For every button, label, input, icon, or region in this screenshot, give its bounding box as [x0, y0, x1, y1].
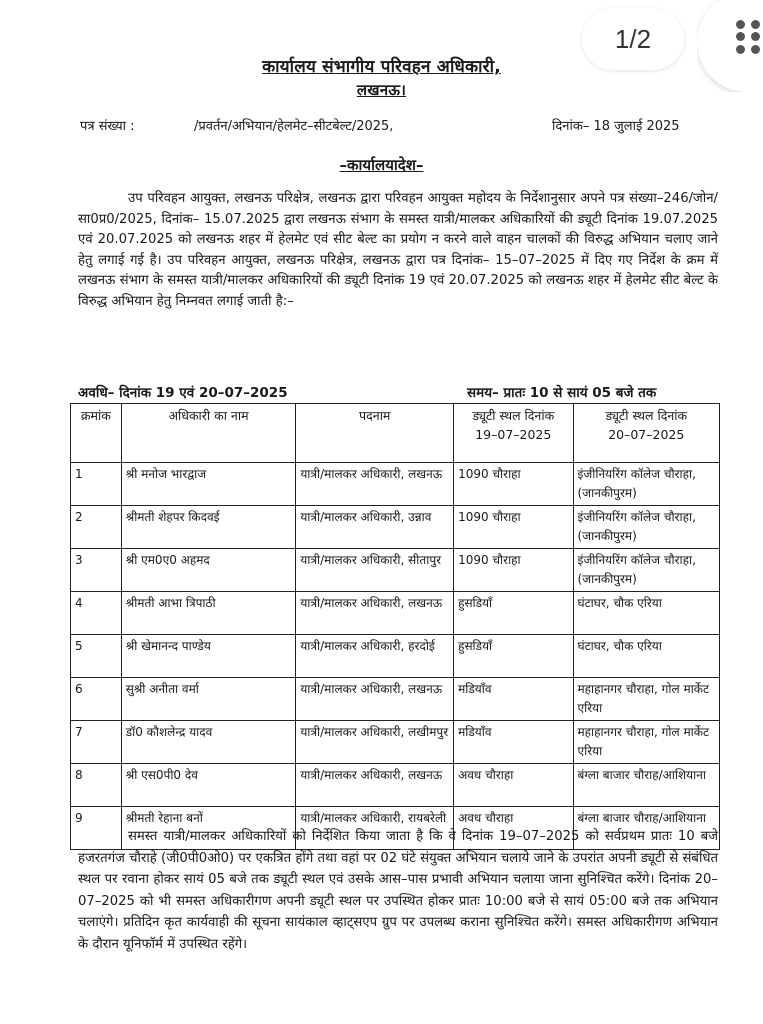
dot — [736, 45, 745, 54]
cell-serial: 7 — [71, 721, 122, 764]
header-duty-day2-date: 20–07–2025 — [608, 427, 685, 442]
grid-dots-icon[interactable] — [736, 20, 762, 54]
dot — [736, 32, 745, 41]
cell-serial: 1 — [71, 463, 122, 506]
cell-officer-name: श्रीमती आभा त्रिपाठी — [121, 592, 296, 635]
duty-period: अवधि– दिनांक 19 एवं 20–07–2025 — [78, 385, 288, 401]
table-row — [71, 463, 720, 506]
cell-serial: 2 — [71, 506, 122, 549]
cell-serial: 3 — [71, 549, 122, 592]
closing-text: समस्त यात्री/मालकर अधिकारियों को निर्देशित किया जाता है कि वे दिनांक 19–07–2025 को सर्वप्रथम प्रातः 10 बजे हजरतगंज चौराहे (जी0पी0ओ0) पर एकत्रित होंगे तथा वहां पर 02 घंटे संयुक्त अभियान चलाये जाने के उपरांत अपनी ड्यूटी से संबंधित स्थल पर रवाना होकर सायं 05 बजे तक ड्यूटी स्थल एवं उसके आस–पास प्रभावी अभियान चलाया जाना सुनिश्चित करेंगे। दिनांक 20–07–2025 को भी समस्त अधिकारीगण अपनी ड्यूटी स्थल पर उपस्थित होकर प्रातः 10:00 बजे से सायं 05:00 बजे तक अभियान चलाएंगे। प्रतिदिन कृत कार्यवाही की सूचना सायंकाल व्हाट्सएप ग्रुप पर उपलब्ध कराना सुनिश्चित करेंगे। समस्त अधिकारीगण अभियान के दौरान यूनिफॉर्म में उपस्थित रहेंगे। — [78, 829, 718, 952]
reference-date: दिनांक– 18 जुलाई 2025 — [552, 119, 680, 134]
intro-paragraph — [78, 189, 718, 312]
dot — [751, 32, 760, 41]
table-row — [71, 678, 720, 721]
cell-duty-day2: बंग्ला बाजार चौराह/आशियाना — [573, 764, 720, 807]
table-row — [71, 592, 720, 635]
cell-duty-day1: अवध चौराहा — [454, 807, 573, 850]
cell-designation: यात्री/मालकर अधिकारी, लखीमपुर — [296, 721, 454, 764]
cell-duty-day1: हुसडियाँ — [454, 635, 573, 678]
table-row — [71, 635, 720, 678]
cell-designation: यात्री/मालकर अधिकारी, लखनऊ — [296, 764, 454, 807]
cell-officer-name: डॉ0 कौशलेन्द्र यादव — [121, 721, 296, 764]
office-title: कार्यालय संभागीय परिवहन अधिकारी, — [262, 57, 501, 77]
reference-number: /प्रवर्तन/अभियान/हेलमेट–सीटबेल्ट/2025, — [194, 119, 394, 134]
cell-designation: यात्री/मालकर अधिकारी, सीतापुर — [296, 549, 454, 592]
cell-designation: यात्री/मालकर अधिकारी, हरदोई — [296, 635, 454, 678]
cell-serial: 4 — [71, 592, 122, 635]
header-duty-day2-label: ड्यूटी स्थल दिनांक — [605, 408, 688, 423]
cell-serial: 8 — [71, 764, 122, 807]
office-city: लखनऊ। — [356, 81, 407, 99]
cell-duty-day2: घंटाघर, चौक एरिया — [573, 635, 720, 678]
table-row — [71, 764, 720, 807]
header-duty-day2 — [573, 404, 720, 463]
cell-duty-day2: महाहानगर चौराहा, गोल मार्केट एरिया — [573, 721, 720, 764]
header-duty-day1 — [454, 404, 573, 463]
cell-designation: यात्री/मालकर अधिकारी, उन्नाव — [296, 506, 454, 549]
reference-label: पत्र संख्या : — [80, 119, 135, 134]
header-duty-day1-label: ड्यूटी स्थल दिनांक — [472, 408, 555, 423]
header-officer-name: अधिकारी का नाम — [121, 404, 296, 463]
header-duty-day1-date: 19–07–2025 — [475, 427, 552, 442]
cell-duty-day2: बंग्ला बाजार चौराह/आशियाना — [573, 807, 720, 850]
cell-officer-name: श्रीमती शेहपर किदवई — [121, 506, 296, 549]
header-serial: क्रमांक — [71, 404, 122, 463]
cell-designation: यात्री/मालकर अधिकारी, लखनऊ — [296, 463, 454, 506]
cell-duty-day1: मडियाँव — [454, 678, 573, 721]
dot — [751, 45, 760, 54]
table-header-row — [71, 404, 720, 463]
cell-officer-name: श्री एम0ए0 अहमद — [121, 549, 296, 592]
cell-duty-day2: इंजीनियरिंग कॉलेज चौराहा,(जानकीपुरम) — [573, 549, 720, 592]
cell-duty-day1: 1090 चौराहा — [454, 506, 573, 549]
cell-duty-day1: मडियाँव — [454, 721, 573, 764]
cell-designation: यात्री/मालकर अधिकारी, लखनऊ — [296, 678, 454, 721]
cell-duty-day2: घंटाघर, चौक एरिया — [573, 592, 720, 635]
cell-duty-day2: इंजीनियरिंग कॉलेज चौराहा,(जानकीपुरम) — [573, 506, 720, 549]
duty-table — [70, 403, 720, 850]
order-heading: –कार्यालयादेश– — [339, 156, 424, 174]
header-designation: पदनाम — [296, 404, 454, 463]
cell-officer-name: श्री खेमानन्द पाण्डेय — [121, 635, 296, 678]
table-row — [71, 549, 720, 592]
cell-serial: 9 — [71, 807, 122, 850]
dot — [751, 20, 760, 29]
page-indicator[interactable]: 1/2 — [582, 8, 684, 70]
table-row — [71, 506, 720, 549]
cell-duty-day1: अवध चौराहा — [454, 764, 573, 807]
cell-officer-name: श्रीमती रेहाना बनों — [121, 807, 296, 850]
cell-officer-name: श्री एस0पी0 देव — [121, 764, 296, 807]
cell-designation: यात्री/मालकर अधिकारी, रायबरेली — [296, 807, 454, 850]
cell-duty-day1: हुसडियाँ — [454, 592, 573, 635]
cell-serial: 5 — [71, 635, 122, 678]
dot — [736, 20, 745, 29]
intro-text: उप परिवहन आयुक्त, लखनऊ परिक्षेत्र, लखनऊ द्वारा परिवहन आयुक्त महोदय के निर्देशानुसार अपने पत्र संख्या–246/जोन/सा0प्र0/2025, दिनांक– 15.07.2025 द्वारा लखनऊ संभाग के समस्त यात्री/मालकर अधिकारियों की ड्यूटी दिनांक 19.07.2025 एवं 20.07.2025 को लखनऊ शहर में हेलमेट एवं सीट बेल्ट का प्रयोग न करने वाले वाहन चालकों की विरुद्ध अभियान चलाए जाने हेतु लगाई गई है। उप परिवहन आयुक्त, लखनऊ परिक्षेत्र, लखनऊ द्वारा पत्र दिनांक– 15–07–2025 में दिए गए निर्देश के क्रम में लखनऊ संभाग के समस्त यात्री/मालकर अधिकारियों की ड्यूटी दिनांक 19 एवं 20.07.2025 को लखनऊ शहर में हेलमेट सीट बेल्ट के विरुद्ध अभियान हेतु निम्नवत लगाई जाती है:– — [78, 191, 718, 309]
closing-paragraph — [78, 826, 718, 955]
cell-duty-day2: इंजीनियरिंग कॉलेज चौराहा,(जानकीपुरम) — [573, 463, 720, 506]
cell-officer-name: सुश्री अनीता वर्मा — [121, 678, 296, 721]
cell-serial: 6 — [71, 678, 122, 721]
table-row — [71, 721, 720, 764]
cell-duty-day1: 1090 चौराहा — [454, 549, 573, 592]
cell-duty-day2: महाहानगर चौराहा, गोल मार्केट एरिया — [573, 678, 720, 721]
cell-designation: यात्री/मालकर अधिकारी, लखनऊ — [296, 592, 454, 635]
duty-time: समय– प्रातः 10 से सायं 05 बजे तक — [467, 385, 657, 401]
cell-officer-name: श्री मनोज भारद्वाज — [121, 463, 296, 506]
cell-duty-day1: 1090 चौराहा — [454, 463, 573, 506]
